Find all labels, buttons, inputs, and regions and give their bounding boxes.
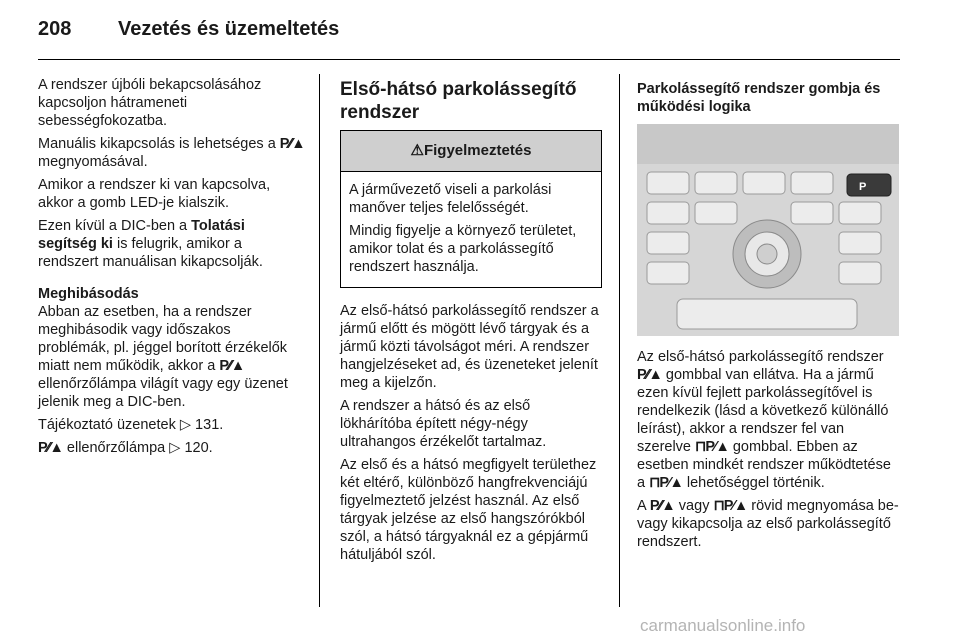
paragraph-system-overview: Az első-hátsó parkolássegítő rendszer a jármű előtt és mögött lévő tárgyak és a jármű közti távolságot méri. A rendszer hangjelzéseket ad, és üzeneteket jelenít meg a kijelzőn.: [340, 303, 599, 391]
park-assist-icon: P⁄⁄▲: [279, 136, 305, 152]
warning-body: [341, 172, 601, 287]
paragraph-reactivate: A rendszer újbóli bekapcsolásához kapcsoljon hátrameneti sebességfokozatba.: [38, 77, 262, 129]
page-number: 208: [38, 18, 72, 40]
paragraph-led-off: Amikor a rendszer ki van kapcsolva, akkor a gomb LED-je kialszik.: [38, 177, 271, 211]
page-title: Vezetés és üzemeltetés: [118, 18, 340, 40]
page-header: [38, 18, 340, 41]
warning-title: Figyelmeztetés: [423, 142, 532, 159]
advanced-park-assist-icon: ⊓P⁄▲: [695, 439, 729, 455]
arrow-icon: ▷: [179, 417, 192, 433]
paragraph-manual-off: Manuális kikapcsolás is lehetséges a P⁄⁄▲ megnyomásával.: [38, 136, 305, 170]
control-panel-photo: [637, 124, 899, 336]
paragraph-short-press: A P⁄⁄▲ vagy ⊓P⁄▲ rövid megnyomása be- vagy kikapcsolja az első parkolássegítő rendszert.: [637, 498, 899, 550]
park-assist-icon: P⁄⁄▲: [38, 440, 63, 456]
paragraph-info-messages: Tájékoztató üzenetek ▷ 131.: [38, 417, 224, 433]
park-assist-icon: P⁄⁄▲: [637, 367, 662, 383]
column-2: [340, 78, 602, 569]
paragraph-button-logic: Az első-hátsó parkolássegítő rendszer P⁄⁄▲ gombbal van ellátva. Ha a jármű ezen kívül fejlett parkolássegítővel is rendelkezik (lásd a következő különálló leírást), akkor a rendszer fel van szerelve ⊓P⁄▲ gombbal. Ebben az esetben mindkét rendszer működtetése a ⊓P⁄▲ lehetőséggel történik.: [637, 349, 891, 491]
park-assist-icon: P⁄⁄▲: [219, 358, 245, 374]
warning-box: [340, 130, 602, 288]
column-3: [637, 80, 901, 556]
arrow-icon: ▷: [169, 440, 181, 456]
fault-heading: Meghibásodás: [38, 286, 139, 302]
advanced-park-assist-icon: ⊓P⁄▲: [649, 475, 683, 491]
warning-text-1: A járművezető viseli a parkolási manőver teljes felelősségét.: [349, 182, 552, 216]
warning-header: [341, 131, 601, 172]
warning-icon: ⚠: [410, 142, 424, 159]
advanced-park-assist-icon: ⊓P⁄▲: [713, 498, 748, 514]
paragraph-sensors: A rendszer a hátsó és az első lökhárítóba épített négy-négy ultrahangos érzékelőt tartalmaz.: [340, 398, 547, 450]
column-divider-1: [319, 74, 320, 607]
column-1: [38, 76, 306, 462]
paragraph-lamp: P⁄⁄▲ ellenőrzőlámpa ▷ 120.: [38, 440, 213, 456]
column-divider-2: [619, 74, 620, 607]
header-rule: [38, 59, 900, 60]
park-assist-icon: P⁄⁄▲: [649, 498, 675, 514]
section-heading: Első-hátsó parkolássegítő rendszer: [340, 79, 577, 123]
warning-text-2: Mindig figyelje a környező területet, amikor tolat és a parkolássegítő rendszert használja.: [349, 223, 577, 275]
paragraph-fault: Abban az esetben, ha a rendszer meghibásodik vagy időszakos problémák, pl. jéggel borított érzékelők miatt nem működik, akkor a P⁄⁄▲ ellenőrzőlámpa világít vagy egy üzenet jelenik meg a DIC-ben.: [38, 304, 288, 410]
svg-text:P: P: [859, 181, 867, 193]
paragraph-dic-message: Ezen kívül a DIC-ben a Tolatási segítség ki is felugrik, amikor a rendszert manuálisan kikapcsolják.: [38, 218, 263, 270]
paragraph-signals: Az első és a hátsó megfigyelt területhez két eltérő, különböző hangfrekvenciájú figyelmeztető jelzést használ. Az első tárgyak jelzése az első hangszórókból szól, a hátsó tárgyaknál ez a gépjármű hátuljából szól.: [340, 457, 597, 563]
watermark: carmanualsonline.info: [640, 616, 806, 635]
subsection-heading: Parkolássegítő rendszer gombja és működési logika: [637, 81, 881, 115]
